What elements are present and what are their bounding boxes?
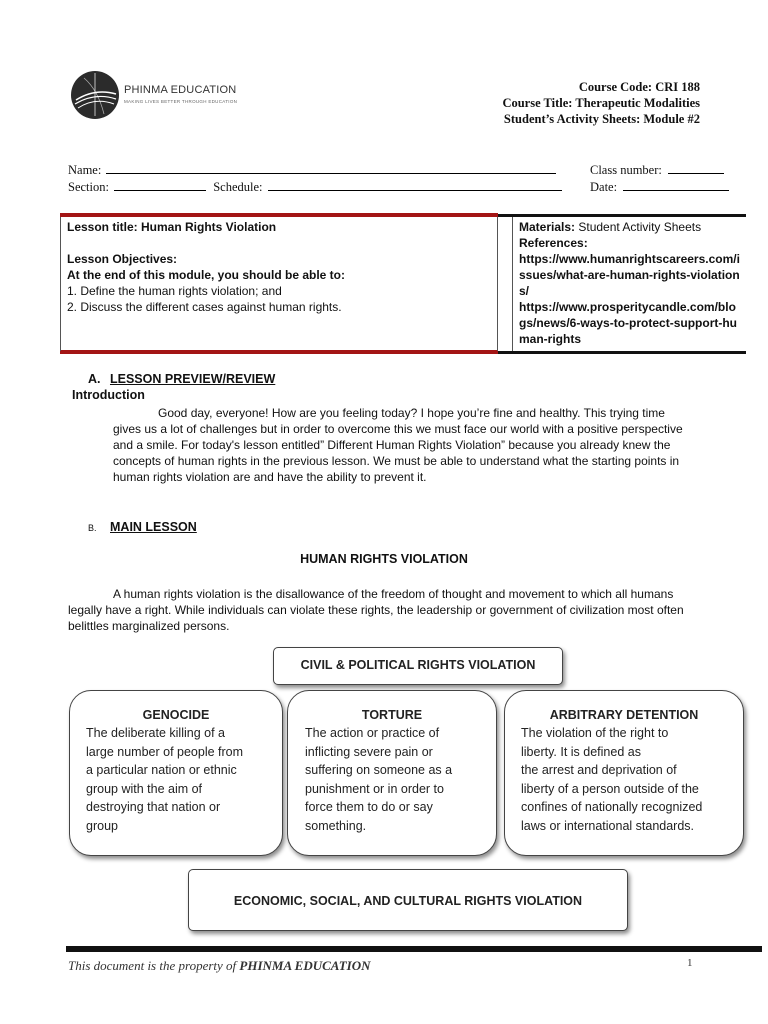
- economic-social-title: ECONOMIC, SOCIAL, AND CULTURAL RIGHTS VIOLATION: [233, 894, 583, 908]
- bottom-rule-red: [60, 350, 498, 354]
- section-row: [68, 179, 736, 195]
- card-line: group: [86, 818, 118, 833]
- reference-link[interactable]: https://www.prosperitycandle.com/blogs/news/6-ways-to-protect-support-human-rights: [519, 300, 738, 346]
- lesson-left-cell: [67, 219, 495, 315]
- civil-political-box: [273, 647, 563, 685]
- schedule-field[interactable]: [268, 179, 562, 191]
- section-b-marker: B.: [88, 523, 97, 533]
- logo-tagline: MAKING LIVES BETTER THROUGH EDUCATION: [124, 99, 238, 104]
- card-line: the arrest and deprivation of: [521, 763, 677, 778]
- footer-text: [68, 958, 371, 974]
- lesson-table: [60, 213, 746, 355]
- objective-item: 1. Define the human rights violation; and: [67, 284, 282, 298]
- card-line: laws or international standards.: [521, 818, 695, 833]
- torture-body: [288, 724, 496, 836]
- section-a-title: LESSON PREVIEW/REVIEW: [109, 372, 276, 386]
- objectives-intro: At the end of this module, you should be able to:: [67, 268, 345, 282]
- card-line: The action or practice of: [305, 726, 440, 740]
- card-line: group with the aim of: [86, 781, 203, 796]
- logo-name: PHINMA EDUCATION: [124, 84, 237, 96]
- genocide-title: GENOCIDE: [142, 708, 210, 722]
- top-rule-black: [498, 214, 746, 217]
- main-lesson-title: HUMAN RIGHTS VIOLATION: [300, 552, 468, 566]
- section-b-heading: [88, 520, 197, 534]
- date-label: Date:: [590, 180, 618, 194]
- col-divider-mid2: [512, 217, 513, 351]
- genocide-card: [69, 690, 283, 856]
- card-line: The deliberate killing of a: [86, 726, 225, 740]
- arbitrary-detention-title: ARBITRARY DETENTION: [549, 708, 699, 722]
- page-number: 1: [687, 957, 693, 969]
- main-lesson-paragraph: A human rights violation is the disallowance of the freedom of thought and movement to which all humans legally have a right. While individuals can violate these rights, the leadership or government of civilization most often belittles marginalized persons.: [68, 587, 684, 633]
- phinma-logo-icon: [70, 70, 120, 120]
- torture-title: TORTURE: [361, 708, 423, 722]
- course-info: [502, 79, 700, 127]
- bottom-rule-black: [498, 351, 746, 354]
- objective-item: 2. Discuss the different cases against human rights.: [67, 300, 342, 314]
- card-line: confines of nationally recognized: [521, 800, 703, 815]
- torture-card: [287, 690, 497, 856]
- logo: [70, 70, 240, 120]
- card-line: liberty of a person outside of the: [521, 781, 699, 796]
- name-row: [68, 162, 736, 178]
- reference-link[interactable]: https://www.humanrightscareers.com/issues/what-are-human-rights-violations/: [519, 252, 740, 298]
- class-number-field[interactable]: [668, 162, 724, 174]
- top-rule-red: [60, 213, 498, 217]
- arbitrary-detention-body: [505, 724, 743, 836]
- date-field[interactable]: [623, 179, 729, 191]
- footer-brand: PHINMA EDUCATION: [239, 958, 371, 973]
- card-line: punishment or in order to: [305, 781, 444, 796]
- footer-rule: [66, 946, 762, 952]
- card-line: suffering on someone as a: [305, 763, 453, 778]
- card-line: liberty. It is defined as: [521, 744, 641, 759]
- name-field[interactable]: [106, 162, 556, 174]
- card-line: destroying that nation or: [86, 800, 221, 815]
- section-label: Section:: [68, 180, 109, 194]
- introduction-paragraph: Good day, everyone! How are you feeling today? I hope you’re fine and healthy. This trying time gives us a lot of challenges but in order to overcome this we must face our world with a positive perspective and a smile. For today's lesson entitled” Different Human Rights Violation” because you already knew the concepts of human rights in the previous lesson. We must be able to understand what the starting points in human rights violation are and have the ability to prevent it.: [113, 406, 683, 484]
- lesson-title: Lesson title: Human Rights Violation: [67, 220, 277, 234]
- materials-value: Student Activity Sheets: [578, 220, 702, 234]
- schedule-label: Schedule:: [213, 180, 263, 194]
- col-divider-left: [60, 217, 61, 351]
- economic-social-box: [188, 869, 628, 931]
- course-title: Course Title: Therapeutic Modalities: [502, 96, 700, 110]
- course-code: Course Code: CRI 188: [578, 80, 700, 94]
- civil-political-title: CIVIL & POLITICAL RIGHTS VIOLATION: [300, 658, 536, 672]
- card-line: The violation of the right to: [521, 726, 669, 740]
- objectives-heading: Lesson Objectives:: [67, 252, 178, 266]
- section-a-heading: [88, 372, 275, 386]
- section-a-marker: A.: [88, 372, 101, 386]
- activity-sheet-title: Student’s Activity Sheets: Module #2: [503, 112, 700, 126]
- references-label: References:: [519, 236, 588, 250]
- name-label: Name:: [68, 163, 102, 177]
- class-number-label: Class number:: [590, 163, 662, 177]
- col-divider-mid1: [497, 217, 498, 351]
- card-line: inflicting severe pain or: [305, 744, 433, 759]
- card-line: force them to do or say: [305, 800, 433, 815]
- card-line: a particular nation or ethnic: [86, 763, 237, 778]
- section-field[interactable]: [114, 179, 206, 191]
- introduction-label: Introduction: [72, 388, 145, 402]
- lesson-right-cell: [519, 219, 741, 347]
- genocide-body: [70, 724, 282, 836]
- materials-label: Materials:: [519, 220, 576, 234]
- section-b-title: MAIN LESSON: [110, 520, 197, 534]
- footer-prefix: This document is the property of: [68, 958, 240, 973]
- arbitrary-detention-card: [504, 690, 744, 856]
- card-line: something.: [305, 818, 367, 833]
- card-line: large number of people from: [86, 744, 244, 759]
